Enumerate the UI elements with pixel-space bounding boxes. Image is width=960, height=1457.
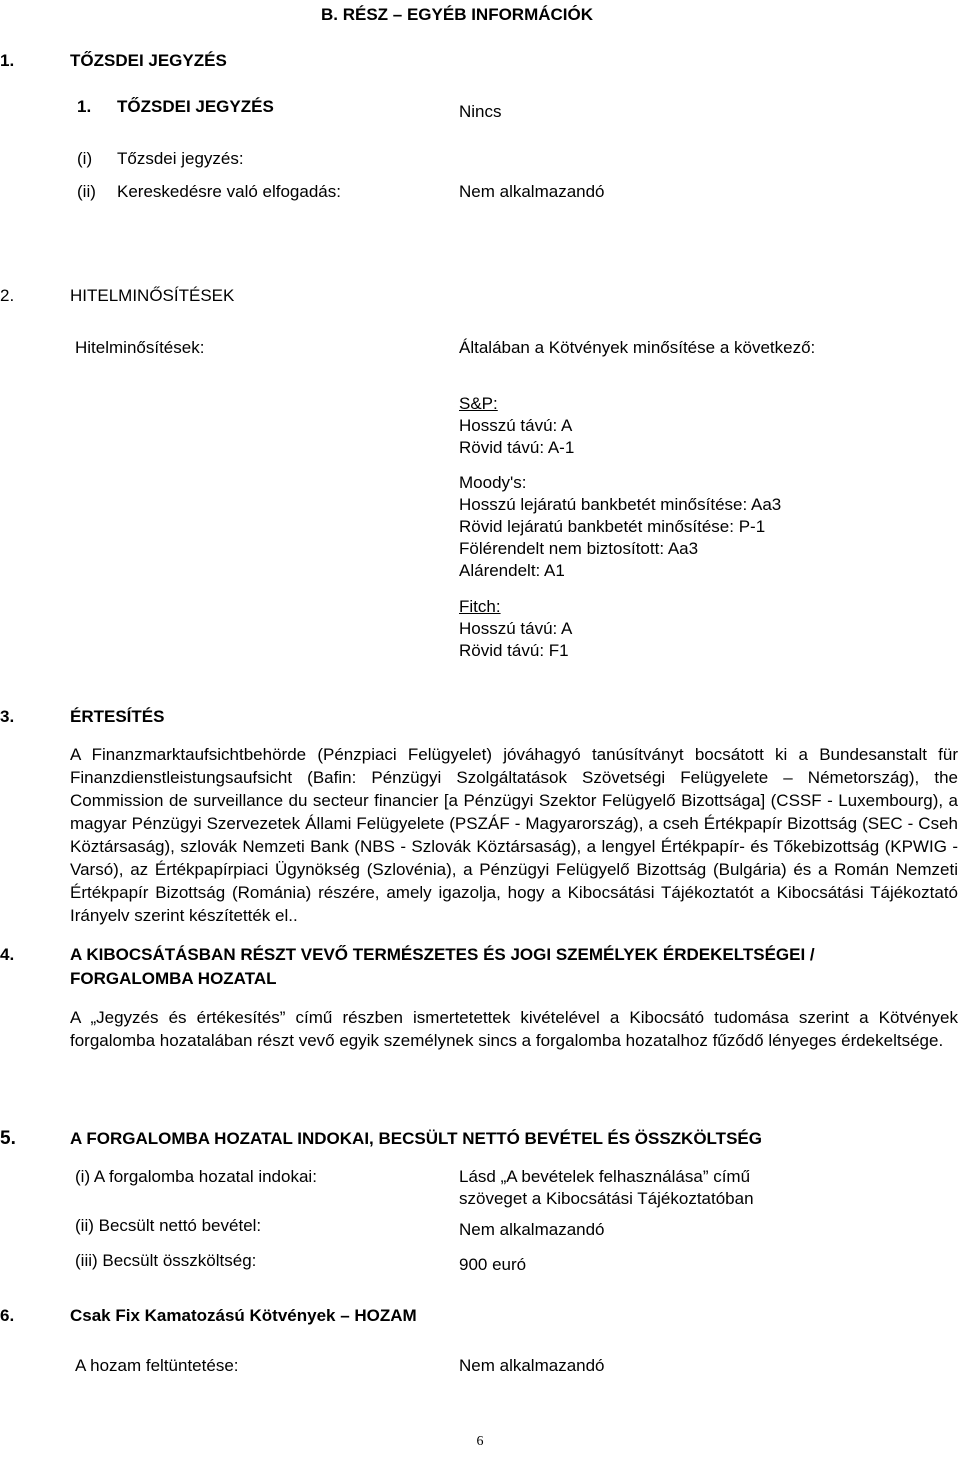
row-label: (ii) Becsült nettó bevétel: <box>75 1216 262 1235</box>
moodys-heading: Moody's: <box>459 473 527 492</box>
page-number: 6 <box>476 1434 484 1449</box>
section-5-number: 5. <box>0 1128 16 1149</box>
section-6-title: Csak Fix Kamatozású Kötvények – HOZAM <box>70 1306 417 1325</box>
row-label: Kereskedésre való elfogadás: <box>117 182 341 201</box>
section-6-number: 6. <box>0 1306 15 1325</box>
yield-label: A hozam feltüntetése: <box>75 1356 239 1375</box>
moodys-line: Alárendelt: A1 <box>459 561 565 580</box>
moodys-line: Rövid lejáratú bankbetét minősítése: P-1 <box>459 517 766 536</box>
ratings-label: Hitelminősítések: <box>75 338 205 357</box>
moodys-line: Hosszú lejáratú bankbetét minősítése: Aa3 <box>459 495 782 514</box>
fitch-line: Rövid távú: F1 <box>459 641 569 660</box>
section-2-title: HITELMINŐSÍTÉSEK <box>70 286 235 305</box>
notification-paragraph: A Finanzmarktaufsichtbehörde (Pénzpiaci Felügyelet) jóváhagyó tanúsítványt bocsátott ki a Bundesanstalt für Finanzdienstleistungsaufsicht (Bafin: Pénzügyi Szolgáltatások Szövetségi Felügyelete – Németország), the Commission de surveillance du secteur financier [a Pénzügyi Szektor Felügyelő Bizottsága] (CSSF - Luxembourg), a magyar Pénzügyi Szervezetek Állami Felügyelete (PSZÁF - Magyarország), a cseh Értékpapír Bizottság (SEC - Cseh Köztársaság), szlovák Nemzeti Bank (NBS - Szlovák Köztársaság), a lengyel Értékpapír- és Tőkebizottság (KPWIG - Varsó), az Értékpapírpiaci Ügynökség (Szlovénia), a Pénzügyi Felügyelő Bizottság (Bulgária) és a Román Nemzeti Értékpapír Bizottság (Románia) részére, amely igazolja, hogy a Kibocsátási Tájékoztatót a Kibocsátási Tájékoztató Irányelv szerint készítették el.. <box>70 745 958 925</box>
section-4-number: 4. <box>0 945 15 964</box>
fitch-heading: Fitch: <box>459 597 501 616</box>
section-4-title-line1: A KIBOCSÁTÁSBAN RÉSZT VEVŐ TERMÉSZETES ÉS JOGI SZEMÉLYEK ÉRDEKELTSÉGEI / <box>70 945 815 964</box>
section-1-number-b: 1. <box>77 97 92 116</box>
row-value: szöveget a Kibocsátási Tájékoztatóban <box>459 1189 754 1208</box>
section-3-title: ÉRTESÍTÉS <box>70 707 165 726</box>
row-label: (iii) Becsült összköltség: <box>75 1251 257 1270</box>
part-title: B. RÉSZ – EGYÉB INFORMÁCIÓK <box>321 5 594 24</box>
row-value: 900 euró <box>459 1255 527 1274</box>
yield-value: Nem alkalmazandó <box>459 1356 605 1375</box>
row-number: (i) <box>77 149 93 168</box>
row-value: Nem alkalmazandó <box>459 182 605 201</box>
section-2-number: 2. <box>0 286 15 305</box>
fitch-line: Hosszú távú: A <box>459 619 573 638</box>
row-number: (ii) <box>77 182 96 201</box>
ratings-intro: Általában a Kötvények minősítése a következő: <box>459 338 816 357</box>
section-3-number: 3. <box>0 707 15 726</box>
row-value: Lásd „A bevételek felhasználása” című <box>459 1167 751 1186</box>
section-5-title: A FORGALOMBA HOZATAL INDOKAI, BECSÜLT NETTÓ BEVÉTEL ÉS ÖSSZKÖLTSÉG <box>70 1129 762 1148</box>
row-label: (i) A forgalomba hozatal indokai: <box>75 1167 317 1186</box>
listing-value: Nincs <box>459 102 502 121</box>
interests-paragraph: A „Jegyzés és értékesítés” című részben ismertetettek kivételével a Kibocsátó tudomása szerint a Kötvények forgalomba hozatalában részt vevő egyik személynek sincs a forgalomba hozatalhoz fűződő lényeges érdekeltsége. <box>70 1008 958 1050</box>
moodys-line: Fölérendelt nem biztosított: Aa3 <box>459 539 699 558</box>
sp-heading: S&P: <box>459 394 498 413</box>
row-label: Tőzsdei jegyzés: <box>117 149 244 168</box>
section-1-title-a: TŐZSDEI JEGYZÉS <box>70 51 227 70</box>
sp-line: Rövid távú: A-1 <box>459 438 575 457</box>
section-1-number-a: 1. <box>0 51 15 70</box>
section-4-title-line2: FORGALOMBA HOZATAL <box>70 969 277 988</box>
sp-line: Hosszú távú: A <box>459 416 573 435</box>
section-1-title-b: TŐZSDEI JEGYZÉS <box>117 97 274 116</box>
row-value: Nem alkalmazandó <box>459 1220 605 1239</box>
